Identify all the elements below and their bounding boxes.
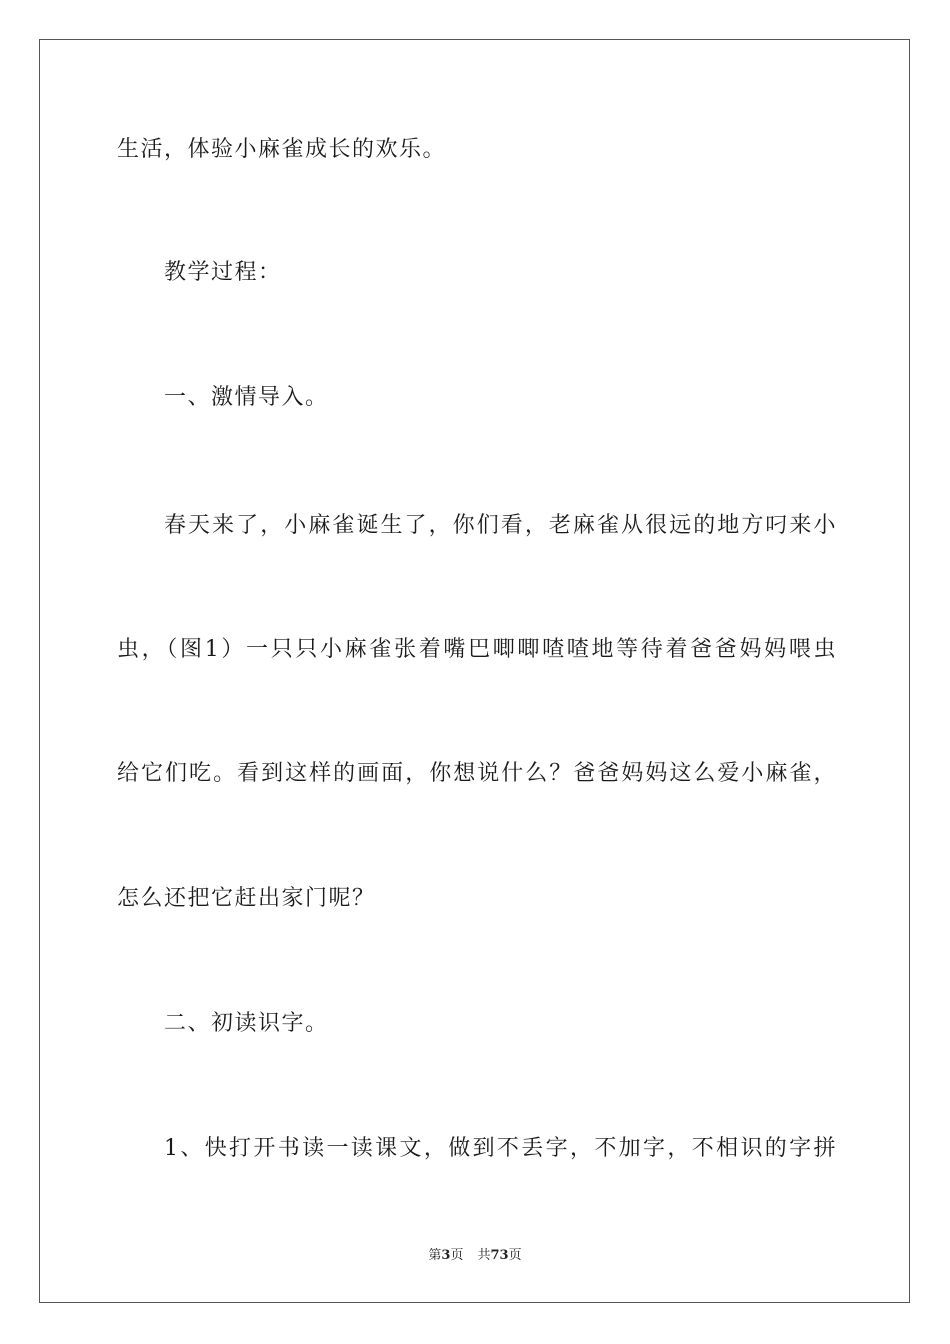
footer-page-number: 3 (441, 1248, 451, 1263)
body-text-line-6: 给它们吃。看到这样的画面，你想说什么？爸爸妈妈这么爱小麻雀， (117, 761, 837, 786)
footer-total-suffix: 页 (508, 1248, 522, 1263)
footer-total-prefix: 共 (477, 1248, 491, 1263)
body-text-line-7: 怎么还把它赶出家门呢？ (117, 886, 376, 911)
body-text-line-9: 1、快打开书读一读课文，做到不丢字，不加字，不相识的字拼 (164, 1136, 837, 1161)
section-heading-introduction: 一、激情导入。 (164, 385, 329, 410)
footer-total-pages: 73 (490, 1248, 509, 1263)
footer-page-prefix: 第 (428, 1248, 442, 1263)
body-text-line-4: 春天来了，小麻雀诞生了，你们看，老麻雀从很远的地方叼来小 (164, 513, 837, 538)
page-border (39, 39, 910, 1303)
footer-page-suffix: 页 (450, 1248, 464, 1263)
body-text-line-5: 虫，（图1）一只只小麻雀张着嘴巴唧唧喳喳地等待着爸爸妈妈喂虫 (117, 637, 837, 662)
section-heading-teaching-process: 教学过程： (164, 260, 282, 285)
section-heading-first-reading: 二、初读识字。 (164, 1011, 329, 1036)
body-text-line-1: 生活，体验小麻雀成长的欢乐。 (117, 137, 447, 162)
page-footer (0, 1248, 950, 1264)
